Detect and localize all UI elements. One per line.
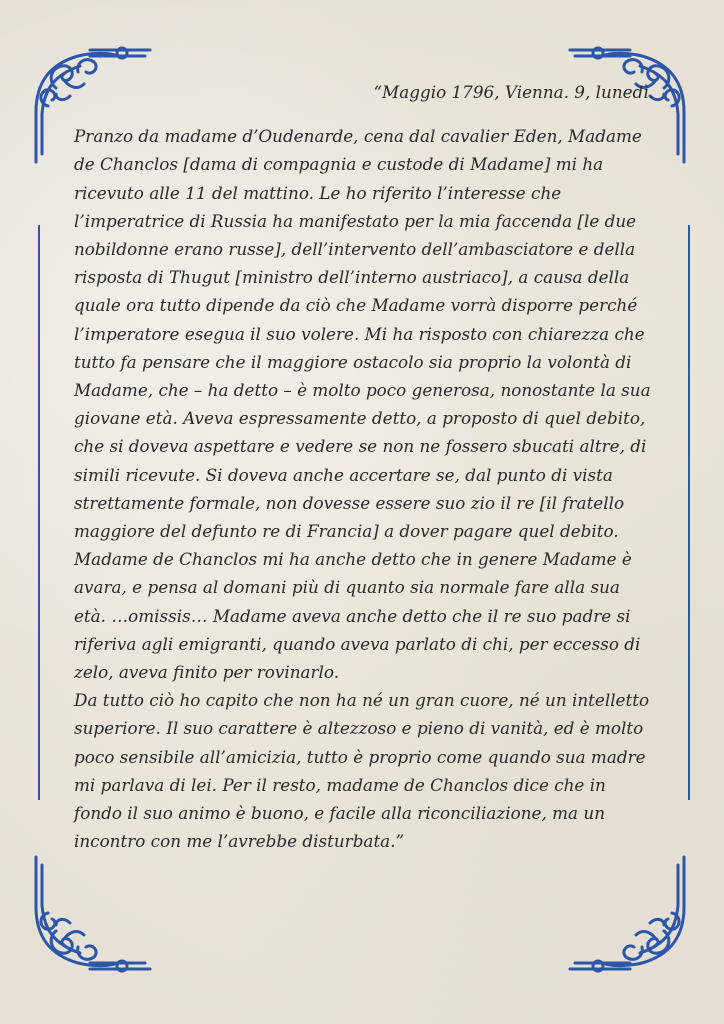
- letter-paragraph-1: Pranzo da madame d’Oudenarde, cena dal cavalier Eden, Madame de Chanclos [dama di compagnia e custode di Madame] mi ha ricevuto alle 11 del mattino. Le ho riferito l’interesse che l’imperatrice di Russia ha manifestato per la mia faccenda [le due nobildonne erano russe], dell’intervento dell’ambasciatore e della risposta di Thugut [ministro dell’interno austriaco], a causa della quale ora tutto dipende da ciò che Madame vorrà disporre perché l’imperatore esegua il suo volere. Mi ha risposto con chiarezza che tutto fa pensare che il maggiore ostacolo sia proprio la volontà di Madame, che – ha detto – è molto poco generosa, nonostante la sua giovane età. Aveva espressamente detto, a proposto di quel debito, che si doveva aspettare e vedere se non ne fossero sbucati altre, di simili ricevute. Si doveva anche accertare se, dal punto di vista strettamente formale, non dovesse essere suo zio il re [il fratello maggiore del defunto re di Francia] a dover pagare quel debito. Madame de Chanclos mi ha anche detto che in genere Madame è avara, e pensa al domani più di quanto sia normale fare alla sua età. …omissis… Madame aveva anche detto che il re suo padre si riferiva agli emigranti, quando aveva parlato di chi, per eccesso di zelo, aveva finito per rovinarlo.: [74, 126, 651, 683]
- left-border-line: [38, 225, 40, 800]
- letter-paragraph-2: Da tutto ciò ho capito che non ha né un gran cuore, né un intelletto superiore. Il suo carattere è altezzoso e pieno di vanità, ed è molto poco sensibile all’amicizia, tutto è proprio come quando sua madre mi parlava di lei. Per il resto, madame de Chanclos dice che in fondo il suo animo è buono, e facile alla riconciliazione, ma un incontro con me l’avrebbe disturbata.”: [74, 690, 650, 852]
- letter-body: [74, 78, 654, 855]
- corner-ornament-bottom-left-icon: [30, 852, 155, 977]
- right-border-line: [688, 225, 690, 800]
- letter-date-line: “Maggio 1796, Vienna. 9, lunedì.: [373, 82, 654, 102]
- corner-ornament-bottom-right-icon: [565, 852, 690, 977]
